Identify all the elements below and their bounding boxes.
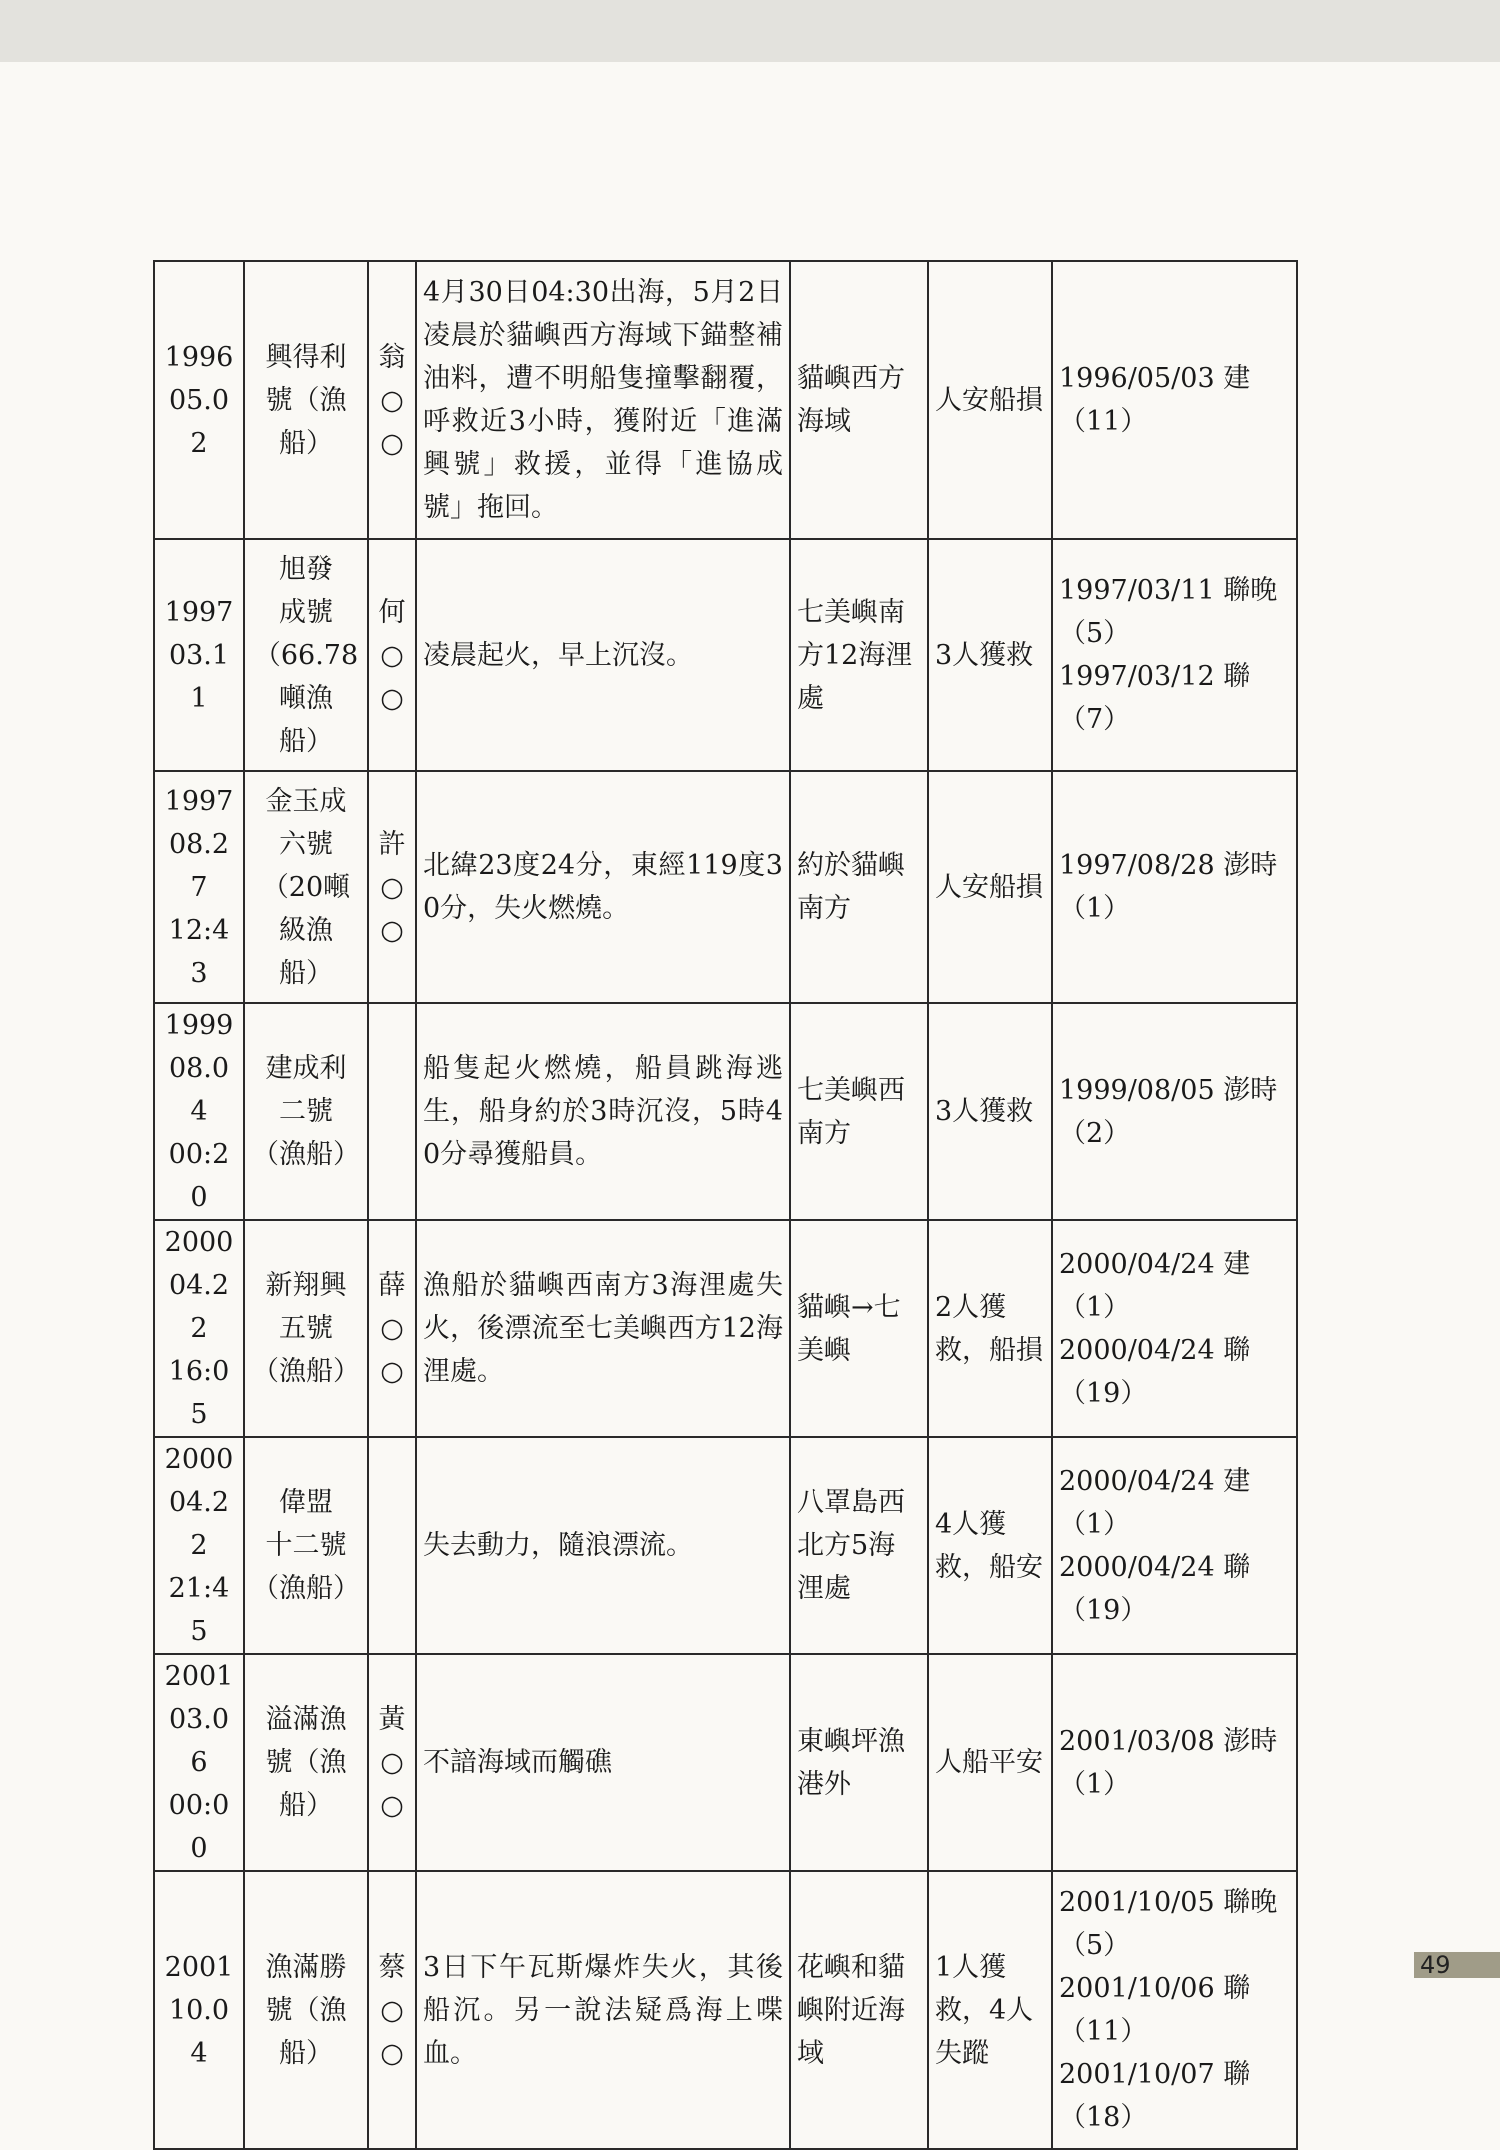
table-row [154,261,1297,539]
top-margin-band [0,0,1500,62]
source-cell [1052,1654,1297,1871]
ship-cell: 新翔興 五號 （漁船） [244,1220,368,1437]
source-entry: 2000/04/24 聯（19） [1059,1551,1251,1626]
incident-table [153,260,1298,2150]
source-cell [1052,1437,1297,1654]
table-row [154,1871,1297,2149]
location-cell: 約於貓嶼南方 [790,771,928,1003]
table-row [154,1220,1297,1437]
table-row [154,1437,1297,1654]
source-entry: 2001/03/08 澎時（1） [1059,1725,1278,1800]
date-cell: 2000 04.22 16:05 [154,1220,244,1437]
captain-cell: 薛 ○ ○ [368,1220,416,1437]
table-row [154,1654,1297,1871]
captain-cell [368,1003,416,1220]
table-row [154,771,1297,1003]
table-row [154,539,1297,771]
captain-cell: 許 ○ ○ [368,771,416,1003]
ship-cell: 溢滿漁 號（漁 船） [244,1654,368,1871]
source-entry: 1997/08/28 澎時（1） [1059,850,1278,924]
source-cell [1052,1003,1297,1220]
captain-cell: 黃 ○ ○ [368,1654,416,1871]
ship-cell: 偉盟 十二號 （漁船） [244,1437,368,1654]
date-cell: 1997 08.27 12:43 [154,771,244,1003]
captain-cell [368,1437,416,1654]
source-cell [1052,1220,1297,1437]
source-entry: 2000/04/24 建（1） [1059,1465,1251,1540]
result-cell: 人安船損 [928,771,1052,1003]
source-entry: 1997/03/11 聯晚（5） [1059,575,1278,649]
captain-cell: 蔡 ○ ○ [368,1871,416,2149]
description-cell: 北緯23度24分，東經119度30分，失火燃燒。 [416,771,790,1003]
location-cell: 東嶼坪漁港外 [790,1654,928,1871]
ship-cell: 建成利 二號 （漁船） [244,1003,368,1220]
date-cell: 1997 03.11 [154,539,244,771]
date-cell: 1999 08.04 00:20 [154,1003,244,1220]
result-cell: 3人獲救 [928,539,1052,771]
source-entry: 2000/04/24 建（1） [1059,1248,1251,1323]
source-entry: 2001/10/07 聯（18） [1059,2059,1251,2133]
description-cell: 4月30日04:30出海，5月2日凌晨於貓嶼西方海域下錨整補油料，遭不明船隻撞擊翻覆，呼救近3小時，獲附近「進滿興號」救援，並得「進協成號」拖回。 [416,261,790,539]
source-entry: 2001/10/06 聯（11） [1059,1973,1251,2047]
date-cell: 2001 03.06 00:00 [154,1654,244,1871]
result-cell: 1人獲救，4人失蹤 [928,1871,1052,2149]
source-cell [1052,261,1297,539]
result-cell: 人船平安 [928,1654,1052,1871]
ship-cell: 興得利 號（漁 船） [244,261,368,539]
table-row [154,1003,1297,1220]
result-cell: 4人獲救，船安 [928,1437,1052,1654]
description-cell: 不諳海域而觸礁 [416,1654,790,1871]
result-cell: 3人獲救 [928,1003,1052,1220]
date-cell: 1996 05.02 [154,261,244,539]
source-entry: 1996/05/03 建（11） [1059,363,1251,437]
description-cell: 凌晨起火，早上沉沒。 [416,539,790,771]
source-cell [1052,771,1297,1003]
location-cell: 八罩島西北方5海浬處 [790,1437,928,1654]
description-cell: 漁船於貓嶼西南方3海浬處失火，後漂流至七美嶼西方12海浬處。 [416,1220,790,1437]
location-cell: 貓嶼西方海域 [790,261,928,539]
location-cell: 七美嶼西南方 [790,1003,928,1220]
source-cell [1052,1871,1297,2149]
captain-cell: 翁 ○ ○ [368,261,416,539]
description-cell: 3日下午瓦斯爆炸失火，其後船沉。另一說法疑爲海上喋血。 [416,1871,790,2149]
location-cell: 七美嶼南方12海浬處 [790,539,928,771]
description-cell: 失去動力，隨浪漂流。 [416,1437,790,1654]
ship-cell: 旭發 成號 （66.78 噸漁 船） [244,539,368,771]
ship-cell: 漁滿勝 號（漁 船） [244,1871,368,2149]
source-entry: 1999/08/05 澎時（2） [1059,1074,1278,1149]
ship-cell: 金玉成 六號 （20噸 級漁 船） [244,771,368,1003]
source-cell [1052,539,1297,771]
location-cell: 花嶼和貓嶼附近海域 [790,1871,928,2149]
result-cell: 2人獲救，船損 [928,1220,1052,1437]
captain-cell: 何 ○ ○ [368,539,416,771]
source-entry: 1997/03/12 聯（7） [1059,661,1251,735]
source-entry: 2001/10/05 聯晚（5） [1059,1887,1278,1961]
date-cell: 2000 04.22 21:45 [154,1437,244,1654]
result-cell: 人安船損 [928,261,1052,539]
source-entry: 2000/04/24 聯（19） [1059,1334,1251,1409]
date-cell: 2001 10.04 [154,1871,244,2149]
location-cell: 貓嶼→七美嶼 [790,1220,928,1437]
page-number: 49 [1420,1951,1451,1979]
description-cell: 船隻起火燃燒，船員跳海逃生，船身約於3時沉沒，5時40分尋獲船員。 [416,1003,790,1220]
